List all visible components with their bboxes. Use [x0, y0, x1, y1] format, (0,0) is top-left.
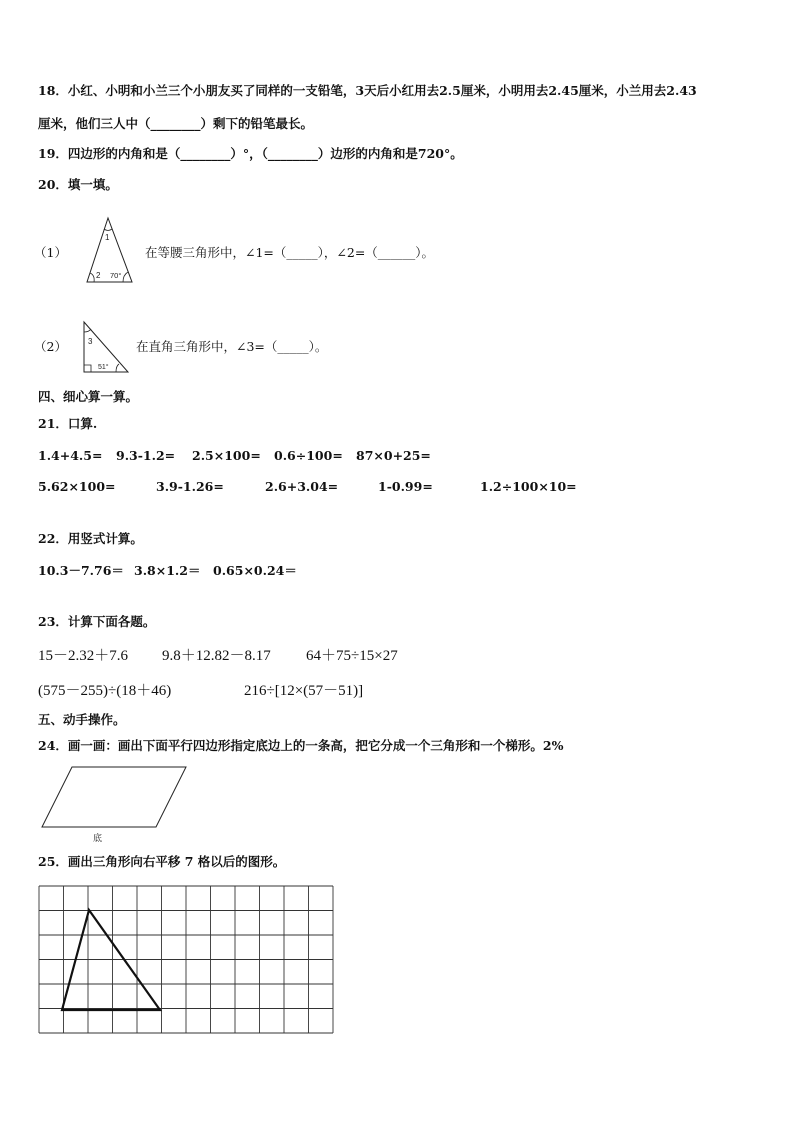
q20-part2-number: （2） [34, 339, 67, 354]
q18-line2: 厘米，他们三人中（________）剩下的铅笔最长。 [38, 116, 314, 131]
q23-expr-5: 216÷[12×(57－51)] [244, 683, 364, 699]
mental-calc-item: 1.2÷100×10= [480, 479, 577, 494]
mental-calc-item: 2.6+3.04= [265, 479, 339, 494]
q23-expr-4: (575－255)÷(18＋46) [38, 683, 172, 699]
q21-title: 21．口算. [38, 416, 98, 431]
right-triangle-figure [80, 318, 132, 376]
angle-1-label: 1 [105, 233, 110, 242]
mental-calc-item: 0.6÷100= [274, 448, 343, 463]
isosceles-triangle-figure [82, 214, 138, 286]
triangle-shape [62, 910, 160, 1010]
mental-calc-item: 5.62×100= [38, 479, 116, 494]
q18-line1: 18．小红、小明和小兰三个小朋友买了同样的一支铅笔，3天后小红用去2.5厘米，小明用去2.45厘米，小兰用去2.43 [38, 83, 697, 98]
q20-part2-text: 在直角三角形中，∠3=（_____）。 [136, 339, 328, 354]
q20-part1-number: （1） [34, 245, 67, 260]
angle-51-label: 51° [98, 364, 109, 371]
q25-title: 25．画出三角形向右平移 7 格以后的图形。 [38, 854, 286, 869]
q20-part1-text: 在等腰三角形中，∠1=（_____），∠2=（______）。 [145, 245, 435, 260]
q24-title: 24．画一画：画出下面平行四边形指定底边上的一条高，把它分成一个三角形和一个梯形。2% [38, 738, 564, 753]
mental-calc-item: 9.3-1.2= [116, 448, 176, 463]
q23-expr-2: 9.8＋12.82－8.17 [162, 648, 271, 664]
mental-calc-item: 1.4+4.5= [38, 448, 103, 463]
mental-calc-item: 3.9-1.26= [156, 479, 224, 494]
mental-calc-item: 2.5×100= [192, 448, 261, 463]
angle-3-label: 3 [88, 337, 93, 346]
angle-70-label: 70° [110, 271, 122, 280]
vertical-calc-item: 10.3－7.76＝ [38, 563, 124, 578]
q22-title: 22．用竖式计算。 [38, 531, 143, 546]
vertical-calc-item: 3.8×1.2＝ [134, 563, 201, 578]
q23-expr-3: 64＋75÷15×27 [306, 648, 398, 664]
q19-text: 19．四边形的内角和是（________）°，（________）边形的内角和是720°。 [38, 146, 463, 161]
section5-title: 五、动手操作。 [38, 712, 126, 727]
mental-calc-item: 87×0+25= [356, 448, 431, 463]
q23-expr-1: 15－2.32＋7.6 [38, 648, 129, 664]
q23-title: 23．计算下面各题。 [38, 614, 156, 629]
angle-2-label: 2 [96, 271, 101, 280]
mental-calc-item: 1-0.99= [378, 479, 433, 494]
base-label: 底 [93, 833, 103, 843]
vertical-calc-item: 0.65×0.24＝ [213, 563, 297, 578]
q20-title: 20．填一填。 [38, 177, 118, 192]
parallelogram-figure [38, 763, 190, 845]
translation-grid [38, 884, 352, 1034]
section4-title: 四、细心算一算。 [38, 389, 139, 404]
